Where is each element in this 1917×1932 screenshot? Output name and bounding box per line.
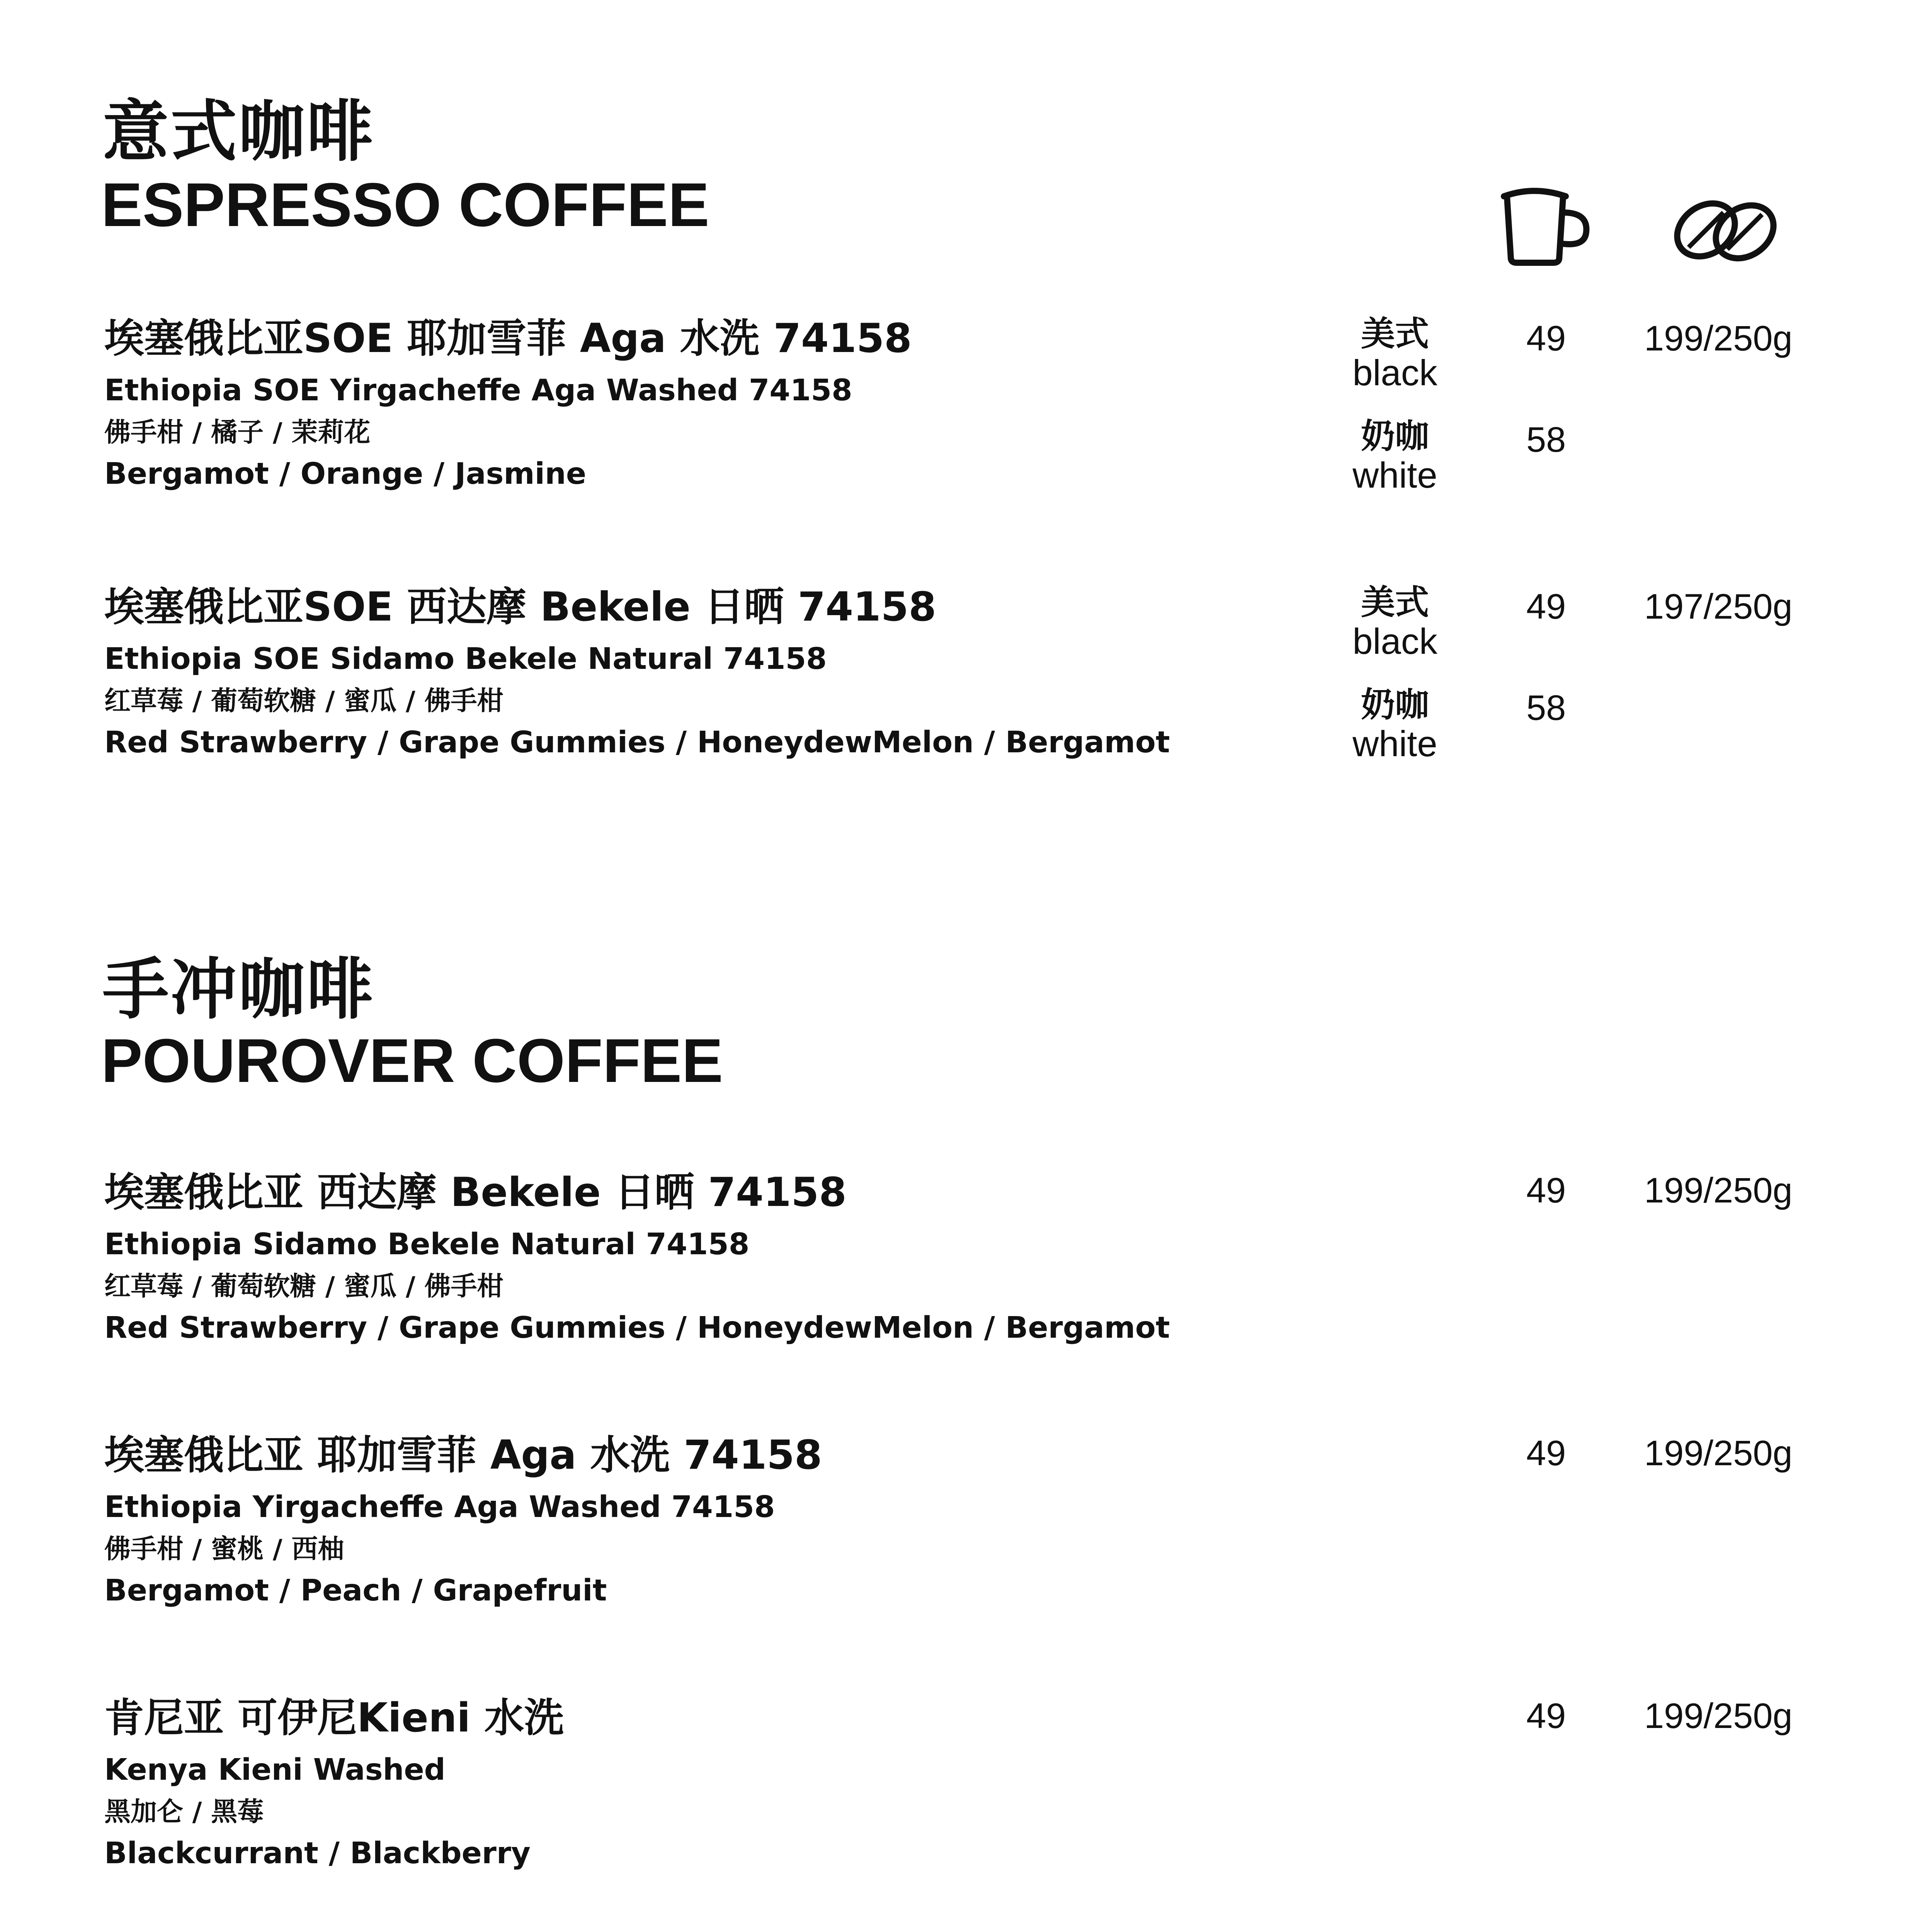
item-name-en: Ethiopia SOE Sidamo Bekele Natural 74158 [104, 642, 827, 676]
cup-icon [1499, 185, 1592, 267]
item-name-cn: 埃塞俄比亚 耶加雪菲 Aga 水洗 74158 [104, 1432, 822, 1478]
espresso-title-en: ESPRESSO COFFEE [101, 170, 709, 239]
pourover-item [104, 1169, 1170, 1345]
bean-price: 199/250g [1644, 1696, 1793, 1736]
pourover-item [104, 1695, 564, 1871]
bean-price: 199/250g [1644, 1434, 1793, 1473]
pourover-title-cn: 手冲咖啡 [102, 951, 374, 1028]
item-notes-cn: 红草莓 / 葡萄软糖 / 蜜瓜 / 佛手柑 [104, 686, 503, 716]
black-option [1337, 314, 1453, 393]
black-label-en: black [1352, 352, 1437, 393]
black-option [1337, 582, 1453, 662]
item-name-cn: 埃塞俄比亚 西达摩 Bekele 日晒 74158 [104, 1169, 847, 1216]
bean-price: 199/250g [1644, 1171, 1793, 1210]
black-label-cn: 美式 [1361, 314, 1429, 354]
black-price: 49 [1526, 319, 1566, 358]
item-notes-en: Red Strawberry / Grape Gummies / HoneydewMelon / Bergamot [104, 725, 1170, 760]
item-name-en: Ethiopia Sidamo Bekele Natural 74158 [104, 1227, 750, 1262]
espresso-item [104, 315, 912, 491]
item-name-en: Ethiopia SOE Yirgacheffe Aga Washed 74158 [104, 373, 852, 408]
item-notes-en: Bergamot / Peach / Grapefruit [104, 1573, 607, 1608]
white-label-cn: 奶咖 [1361, 685, 1429, 724]
cup-price: 49 [1526, 1696, 1566, 1736]
item-notes-en: Red Strawberry / Grape Gummies / HoneydewMelon / Bergamot [104, 1311, 1170, 1345]
item-notes-cn: 红草莓 / 葡萄软糖 / 蜜瓜 / 佛手柑 [104, 1271, 503, 1302]
white-price: 58 [1526, 420, 1566, 459]
cup-price: 49 [1526, 1171, 1566, 1210]
pourover-item [104, 1432, 822, 1608]
black-price: 49 [1526, 587, 1566, 626]
cup-price: 49 [1526, 1434, 1566, 1473]
item-name-cn: 埃塞俄比亚SOE 西达摩 Bekele 日晒 74158 [104, 584, 936, 630]
item-name-cn: 肯尼亚 可伊尼Kieni 水洗 [104, 1695, 564, 1741]
item-notes-en: Blackcurrant / Blackberry [104, 1836, 531, 1871]
bean-price: 197/250g [1644, 587, 1793, 626]
coffee-beans-icon [1669, 193, 1781, 267]
item-name-en: Kenya Kieni Washed [104, 1753, 446, 1787]
white-option [1337, 685, 1453, 764]
white-label-en: white [1352, 723, 1437, 764]
white-price: 58 [1526, 688, 1566, 728]
item-notes-en: Bergamot / Orange / Jasmine [104, 457, 587, 491]
white-label-cn: 奶咖 [1361, 416, 1429, 456]
espresso-item [104, 584, 1170, 760]
item-notes-cn: 佛手柑 / 蜜桃 / 西柚 [104, 1534, 344, 1565]
pourover-title-en: POUROVER COFFEE [101, 1026, 723, 1095]
black-label-cn: 美式 [1361, 582, 1429, 622]
bean-price: 199/250g [1644, 319, 1793, 358]
item-name-en: Ethiopia Yirgacheffe Aga Washed 74158 [104, 1490, 775, 1524]
black-label-en: black [1352, 621, 1437, 662]
white-option [1337, 416, 1453, 495]
white-label-en: white [1352, 455, 1437, 495]
espresso-title-cn: 意式咖啡 [102, 93, 374, 170]
item-name-cn: 埃塞俄比亚SOE 耶加雪菲 Aga 水洗 74158 [104, 315, 912, 362]
item-notes-cn: 黑加仑 / 黑莓 [104, 1797, 264, 1827]
item-notes-cn: 佛手柑 / 橘子 / 茉莉花 [104, 417, 371, 448]
